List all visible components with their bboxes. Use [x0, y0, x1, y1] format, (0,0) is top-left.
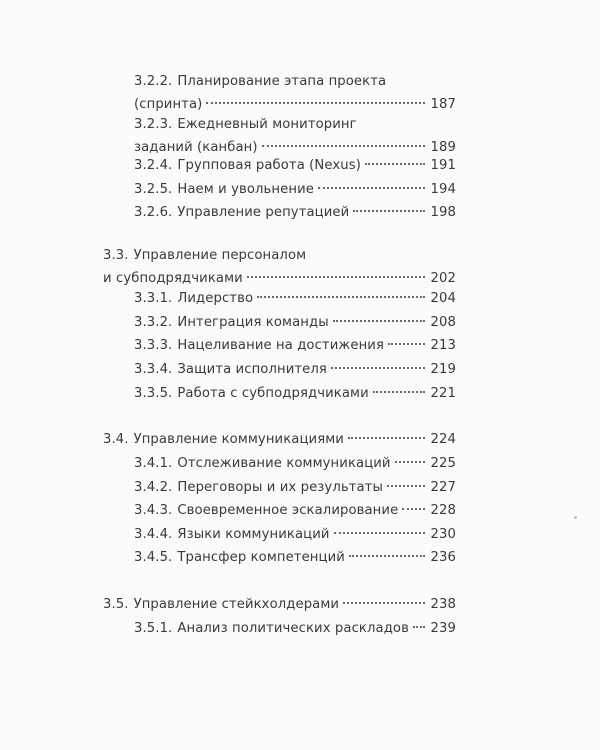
toc-entry-line	[134, 154, 456, 177]
section-number: 3.3.2.	[134, 315, 173, 330]
page-number: 239	[430, 621, 456, 636]
section-title: Лидерство	[177, 291, 254, 306]
section-number: 3.2.3.	[134, 117, 173, 132]
section-number: 3.4.1.	[134, 456, 173, 471]
section-title: Управление коммуникациями	[133, 432, 344, 447]
toc-entry-3-4-5[interactable]	[134, 546, 456, 569]
section-title: Работа с субподрядчиками	[177, 386, 369, 401]
section-title: Своевременное эскалирование	[177, 503, 399, 518]
section-title: Языки коммуникаций	[177, 527, 330, 542]
section-title: Управление репутацией	[177, 205, 350, 220]
toc-entry-3-2-6[interactable]	[134, 201, 456, 224]
toc-entry-3-2-4[interactable]	[134, 154, 456, 177]
page-number: 208	[430, 315, 456, 330]
toc-entry-line	[103, 428, 456, 451]
dot-leader	[349, 555, 425, 557]
section-number: 3.2.6.	[134, 205, 173, 220]
page-number: 187	[430, 97, 456, 112]
toc-entry-3-2-2[interactable]	[134, 70, 456, 116]
section-number: 3.2.2.	[134, 74, 173, 89]
page-number: 191	[430, 158, 456, 173]
section-title: Трансфер компетенций	[177, 550, 345, 565]
section-number: 3.3.4.	[134, 362, 173, 377]
section-title-continued: (спринта)	[134, 97, 203, 112]
page-number: 204	[430, 291, 456, 306]
toc-entry-line	[134, 382, 456, 405]
page-number: 198	[430, 205, 456, 220]
toc-entry-line	[134, 452, 456, 475]
paper-speck	[574, 516, 577, 519]
page-number: 202	[430, 271, 456, 286]
toc-entry-3-3-2[interactable]	[134, 311, 456, 334]
toc-entry-line	[134, 287, 456, 310]
dot-leader	[262, 145, 425, 147]
dot-leader	[348, 437, 425, 439]
section-number: 3.3.	[103, 248, 129, 263]
page-number: 189	[430, 140, 456, 155]
dot-leader	[395, 461, 425, 463]
page-number: 194	[430, 182, 456, 197]
toc-entry-line	[103, 593, 456, 616]
toc-entry-3-5[interactable]	[103, 593, 456, 616]
section-number: 3.5.1.	[134, 621, 173, 636]
toc-entry-line	[134, 523, 456, 546]
toc-entry-3-3-3[interactable]	[134, 334, 456, 357]
toc-entry-3-3-1[interactable]	[134, 287, 456, 310]
page-number: 227	[430, 480, 456, 495]
section-title: Групповая работа (Nexus)	[177, 158, 361, 173]
toc-entry-line	[134, 617, 456, 640]
toc-entry-3-5-1[interactable]	[134, 617, 456, 640]
page-number: 219	[430, 362, 456, 377]
section-number: 3.4.3.	[134, 503, 173, 518]
dot-leader	[331, 367, 425, 369]
dot-leader	[373, 391, 425, 393]
toc-entry-line	[134, 546, 456, 569]
toc-entry-line	[134, 358, 456, 381]
toc-entry-line	[134, 201, 456, 224]
toc-entry-line	[134, 334, 456, 357]
section-title: Анализ политических раскладов	[177, 621, 409, 636]
toc-entry-line	[134, 311, 456, 334]
dot-leader	[318, 187, 425, 189]
section-number: 3.2.4.	[134, 158, 173, 173]
dot-leader	[365, 163, 425, 165]
page-number: 225	[430, 456, 456, 471]
toc-entry-line	[134, 499, 456, 522]
section-title: Интеграция команды	[177, 315, 329, 330]
dot-leader	[353, 210, 424, 212]
toc-entry-line	[134, 70, 456, 93]
page-number: 228	[430, 503, 456, 518]
section-number: 3.3.5.	[134, 386, 173, 401]
toc-entry-3-3[interactable]	[103, 244, 456, 290]
section-number: 3.3.3.	[134, 338, 173, 353]
page-number: 238	[430, 597, 456, 612]
page-number: 221	[430, 386, 456, 401]
page-number: 236	[430, 550, 456, 565]
page-number: 230	[430, 527, 456, 542]
section-number: 3.3.1.	[134, 291, 173, 306]
section-title: Переговоры и их результаты	[177, 480, 383, 495]
dot-leader	[334, 532, 425, 534]
section-number: 3.2.5.	[134, 182, 173, 197]
section-title: Отслеживание коммуникаций	[177, 456, 391, 471]
toc-entry-line	[134, 476, 456, 499]
section-number: 3.4.2.	[134, 480, 173, 495]
toc-entry-3-4[interactable]	[103, 428, 456, 451]
section-number: 3.4.5.	[134, 550, 173, 565]
section-title-continued: и субподрядчиками	[103, 271, 243, 286]
page-number: 224	[430, 432, 456, 447]
toc-entry-3-2-3[interactable]	[134, 113, 456, 159]
section-title: Управление персоналом	[133, 248, 307, 263]
dot-leader	[402, 508, 424, 510]
toc-entry-3-4-2[interactable]	[134, 476, 456, 499]
dot-leader	[387, 485, 425, 487]
page-number: 213	[430, 338, 456, 353]
section-number: 3.5.	[103, 597, 129, 612]
dot-leader	[333, 320, 425, 322]
section-title: Управление стейкхолдерами	[133, 597, 340, 612]
section-number: 3.4.4.	[134, 527, 173, 542]
section-number: 3.4.	[103, 432, 129, 447]
section-title: Планирование этапа проекта	[177, 74, 387, 89]
dot-leader	[257, 296, 424, 298]
dot-leader	[413, 626, 425, 628]
toc-entry-3-3-4[interactable]	[134, 358, 456, 381]
toc-entry-3-4-4[interactable]	[134, 523, 456, 546]
section-title-continued: заданий (канбан)	[134, 140, 258, 155]
dot-leader	[206, 102, 424, 104]
section-title: Нацеливание на достижения	[177, 338, 385, 353]
toc-entry-3-4-1[interactable]	[134, 452, 456, 475]
toc-entry-3-4-3[interactable]	[134, 499, 456, 522]
toc-entry-line	[103, 244, 456, 267]
toc-entry-3-3-5[interactable]	[134, 382, 456, 405]
section-title: Ежедневный мониторинг	[177, 117, 357, 132]
toc-entry-3-2-5[interactable]	[134, 178, 456, 201]
dot-leader	[388, 343, 425, 345]
dot-leader	[343, 602, 424, 604]
dot-leader	[247, 276, 425, 278]
section-title: Защита исполнителя	[177, 362, 327, 377]
toc-entry-line	[134, 178, 456, 201]
toc-entry-line	[134, 113, 456, 136]
section-title: Наем и увольнение	[177, 182, 314, 197]
